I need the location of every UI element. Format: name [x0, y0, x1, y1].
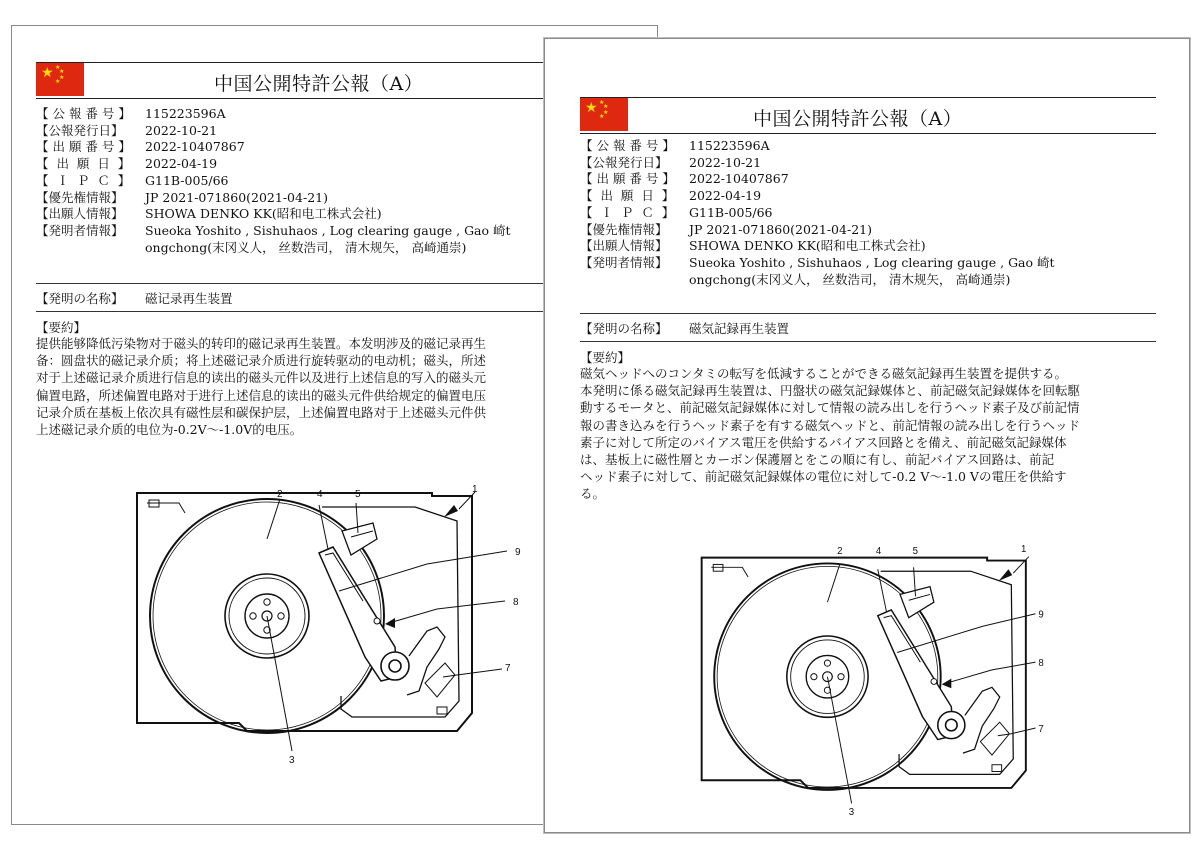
field-label: 【優先権情報】 [36, 189, 124, 205]
hard-disk-drive-figure [671, 517, 1071, 817]
field-row [36, 106, 511, 123]
invention-name: 磁気記録再生装置 [689, 321, 790, 336]
field-row [580, 222, 1055, 239]
invention-name-row [36, 289, 233, 307]
china-flag-icon: ★ ★ ★ ★ ★ [580, 98, 628, 131]
figure-label: 1 [472, 484, 478, 495]
field-row [36, 173, 511, 190]
abstract-line: 记录介质在基板上依次具有磁性层和碳保护层，上述偏置电路对于上述磁头元件供 [36, 404, 487, 420]
field-value: G11B-005/66 [145, 172, 229, 188]
abstract-line: 对于上述磁记录介质进行信息的读出的磁头元件以及进行上述信息的写入的磁头元 [36, 370, 487, 386]
figure-label: 4 [875, 545, 882, 557]
field-row [36, 123, 511, 140]
field-label: 【 出 願 番 号 】 [36, 139, 131, 155]
figure-label: 2 [837, 545, 843, 557]
field-label: 【出願人情報】 [36, 206, 124, 222]
field-value: 2022-10407867 [689, 171, 789, 187]
figure-label: 3 [289, 755, 295, 766]
field-value: SHOWA DENKO KK(昭和电工株式会社) [689, 238, 926, 254]
field-label: 【公報発行日】 [36, 122, 124, 138]
document-header [580, 97, 1156, 134]
figure-label: 9 [1038, 609, 1044, 621]
inventor-continued: ongchong(末冈义人， 丝数浩司， 清木规矢， 高崎通崇) [689, 271, 1011, 287]
field-value: 2022-10407867 [145, 139, 245, 155]
field-value: JP 2021-071860(2021-04-21) [689, 221, 872, 237]
figure-label: 3 [848, 807, 855, 819]
abstract-text [36, 335, 486, 438]
field-value: Sueoka Yoshito , Sishuhaos , Log clearing gauge , Gao 崎t [689, 254, 1055, 270]
invention-name-row [580, 319, 789, 337]
abstract-text [580, 365, 1080, 503]
figure-label: 5 [912, 545, 918, 557]
figure-label: 4 [317, 489, 323, 500]
abstract-line: る。 [580, 486, 606, 502]
field-label: 【発明者情報】 [36, 222, 124, 238]
field-row [36, 223, 511, 240]
bibliographic-fields [580, 138, 1055, 288]
figure-label: 5 [355, 489, 361, 500]
head-connector [342, 523, 377, 555]
invention-name-label: 【発明の名称】 [580, 321, 668, 336]
field-value: Sueoka Yoshito , Sishuhaos , Log clearing gauge , Gao 崎t [145, 222, 511, 238]
page-title: 中国公開特許公報（A） [753, 108, 963, 130]
invention-name-label: 【発明の名称】 [36, 291, 124, 306]
field-value: G11B-005/66 [689, 204, 773, 220]
field-label: 【 公 報 番 号 】 [580, 138, 675, 153]
field-row [580, 188, 1055, 205]
china-flag-icon: ★ ★ ★ ★ ★ [36, 63, 84, 96]
field-row [580, 205, 1055, 222]
abstract-line: は、基板上に磁性層とカーボン保護層とをこの順に有し、前記バイアス回路は、前記 [580, 452, 1055, 468]
field-value: 115223596A [145, 106, 226, 121]
invention-name: 磁记录再生装置 [145, 291, 233, 306]
figure-label: 9 [515, 547, 521, 558]
field-value: 2022-04-19 [689, 188, 762, 204]
abstract-label: 【要約】 [580, 350, 631, 365]
hard-disk-drive-figure [127, 451, 521, 766]
page-title: 中国公開特許公報（A） [214, 73, 424, 95]
abstract-line: ヘッド素子に対して、前記磁気記録媒体の電位に対して-0.2 V～-1.0 Vの電圧を供給す [580, 469, 1067, 485]
abstract-line: 本発明に係る磁気記録再生装置は、円盤状の磁気記録媒体と、前記磁気記録媒体を回転駆 [580, 383, 1081, 399]
abstract-line: 备：圆盘状的磁记录介质；将上述磁记录介质进行旋转驱动的电动机；磁头，所述 [36, 353, 487, 369]
field-value: SHOWA DENKO KK(昭和电工株式会社) [145, 206, 382, 222]
divider [580, 313, 1156, 314]
figure-label: 2 [277, 489, 283, 500]
divider [580, 341, 1156, 342]
field-row [580, 138, 1055, 155]
abstract-line: 上述磁记录介质的电位为-0.2V～-1.0V的电压。 [36, 422, 303, 438]
abstract-label: 【要約】 [36, 320, 87, 335]
field-value: JP 2021-071860(2021-04-21) [145, 189, 328, 205]
field-row [36, 206, 511, 223]
field-label: 【 Ｉ Ｐ Ｃ 】 [36, 172, 131, 188]
field-label: 【 公 報 番 号 】 [36, 106, 131, 121]
field-value: 2022-04-19 [145, 156, 218, 172]
figure-label: 7 [505, 663, 511, 674]
field-value: 115223596A [689, 138, 770, 153]
field-label: 【 出 願 日 】 [580, 188, 675, 204]
pivot-bearing [938, 712, 965, 739]
field-row [36, 139, 511, 156]
figure-label: 7 [1038, 723, 1044, 735]
field-label: 【 出 願 日 】 [36, 156, 131, 172]
abstract-line: 磁気ヘッドへのコンタミの転写を低減することができる磁気記録再生装置を提供する。 [580, 366, 1068, 381]
field-row [580, 171, 1055, 188]
field-value: 2022-10-21 [689, 154, 762, 170]
chassis-inner-wall [881, 571, 1014, 774]
front-document-page [544, 38, 1190, 833]
field-label: 【 出 願 番 号 】 [580, 171, 675, 187]
field-row [36, 156, 511, 173]
chassis-inner-wall [322, 507, 459, 717]
field-label: 【出願人情報】 [580, 238, 668, 254]
figure-label: 8 [1038, 658, 1044, 670]
field-row [580, 255, 1055, 272]
field-label: 【 Ｉ Ｐ Ｃ 】 [580, 204, 675, 220]
pivot-bearing [381, 652, 409, 680]
field-label: 【優先権情報】 [580, 221, 668, 237]
abstract-line: 動するモータと、前記磁気記録媒体に対して情報の読み出しを行うヘッド素子及び前記情 [580, 400, 1080, 416]
abstract-line: 報の書き込みを行うヘッド素子を有する磁気ヘッドと、前記情報の読み出しを行うヘッド [580, 417, 1081, 433]
field-value: 2022-10-21 [145, 122, 218, 138]
figure-label: 1 [1021, 543, 1027, 555]
field-row [580, 155, 1055, 172]
spindle-hub [787, 636, 868, 717]
inventor-continued: ongchong(末冈义人， 丝数浩司， 清木规矢， 高崎通崇) [145, 239, 467, 255]
field-row [580, 238, 1055, 255]
head-connector [900, 587, 934, 618]
abstract-line: 提供能够降低污染物对于磁头的转印的磁记录再生装置。本发明涉及的磁记录再生 [36, 336, 487, 351]
figure-label: 8 [513, 597, 519, 608]
abstract-line: 偏置电路，所述偏置电路对于进行上述信息的读出的磁头元件供给规定的偏置电压 [36, 387, 487, 403]
field-row [36, 190, 511, 207]
field-label: 【公報発行日】 [580, 154, 668, 170]
abstract-line: 素子に対して所定のバイアス電圧を供給するバイアス回路とを備え、前記磁気記録媒体 [580, 434, 1067, 450]
bibliographic-fields [36, 106, 511, 256]
field-label: 【発明者情報】 [580, 254, 668, 270]
